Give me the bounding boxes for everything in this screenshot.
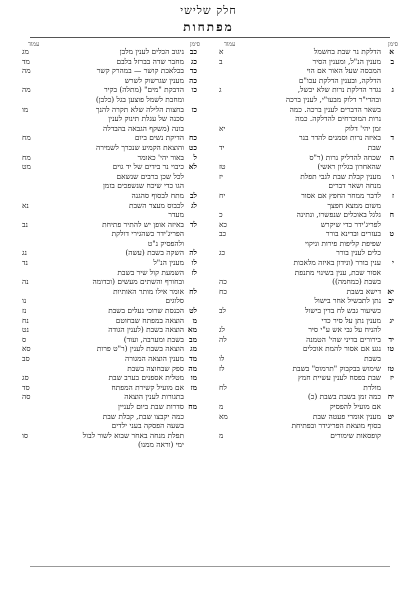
entry-text: אם מועיל להפסיק	[329, 401, 381, 411]
entry-text: בשעה הפסקה בעני ילדים	[111, 421, 184, 431]
page-number: לה	[219, 334, 227, 344]
index-entry	[22, 191, 197, 201]
siman-number: כו	[191, 85, 197, 95]
entry-text: בסוף מוצאת הפריגידר ובפתיחת	[291, 421, 381, 431]
index-entry	[22, 220, 197, 230]
index-entry	[22, 239, 197, 249]
entry-text: הגו כדי שיכח שנשפכים בזמן	[102, 181, 184, 191]
siman-number: ג	[391, 85, 394, 95]
entry-text: מענין הנ"ל, ומענין הסיר	[312, 56, 381, 66]
siman-number: כד	[189, 66, 197, 76]
entry-text: מענין הוצאה המגורה	[124, 354, 184, 363]
page-number: כא	[219, 219, 228, 229]
entry-text: כלים לענין בורר	[336, 248, 381, 258]
siman-number: מ	[192, 315, 197, 325]
siman-number: יז	[390, 373, 394, 383]
index-entry	[219, 181, 394, 191]
page-number: מא	[219, 411, 228, 421]
siman-number: כה	[189, 75, 197, 85]
page-number: מ	[219, 401, 224, 411]
entry-text: בעזרים ובדינא בורר	[325, 229, 381, 239]
entry-text: מנחה ושאר דברים	[328, 181, 381, 191]
entry-text: השקה בשבת (עשה)	[125, 248, 184, 258]
entry-text: נגדר הדלקת נרות שלא יכשל,	[297, 85, 381, 95]
entry-text: סלוגים	[165, 296, 184, 306]
siman-number: לה	[189, 248, 197, 258]
entry-text: סכנה של עגלת תינוק לענין	[108, 114, 184, 124]
siman-number: מב	[189, 334, 197, 344]
entry-text: בשאר הדברים לענין ברכה. כמה	[289, 104, 381, 114]
index-entry	[22, 277, 197, 287]
right-amud-label: עמוד	[224, 41, 236, 48]
entry-text: שפיפת קליפות פירות וניקוי	[305, 238, 381, 248]
index-entry	[219, 268, 394, 278]
index-entry	[219, 133, 394, 143]
siman-number: יט	[387, 411, 394, 421]
entry-text: הוצאה בשבת (לענין הגודה	[108, 325, 184, 335]
siman-number: מא	[187, 325, 197, 335]
page-number: מה	[22, 85, 31, 95]
entry-text: לכל שכן ברבים שנשאם	[116, 171, 184, 181]
index-entry	[219, 344, 394, 354]
entry-text: ניגוב הכלים לענין מלבן	[119, 47, 184, 56]
siman-number: לח	[189, 286, 197, 296]
entry-text: תפלת מנחה באחר שבוא לשור לבול	[82, 430, 184, 440]
entry-text: כמה זמן בשבת בשבת (כ)	[307, 392, 381, 402]
entry-text: הדבקת "מים" (מתלה) בקיר	[103, 85, 184, 95]
entry-text: מענין הנ"ל	[153, 258, 184, 268]
page-number: לח	[219, 382, 227, 392]
index-entry	[22, 153, 197, 163]
index-entry	[22, 172, 197, 182]
page-number: נד	[22, 258, 28, 268]
index-entry	[22, 421, 197, 431]
page-number: לג	[219, 325, 225, 335]
page-number: ג	[219, 85, 222, 95]
index-entry	[22, 412, 197, 422]
index-entry	[22, 133, 197, 143]
index-entry	[219, 239, 394, 249]
siman-number: ט	[389, 229, 394, 239]
entry-text: הדלקה, ובענין הדלקת עכו"ם	[298, 75, 381, 85]
page-number: לו	[219, 354, 225, 363]
siman-number: מג	[190, 344, 197, 354]
index-entry	[219, 124, 394, 134]
siman-number: ז	[391, 190, 394, 200]
siman-number: ל	[193, 152, 197, 162]
index-entry	[219, 306, 394, 316]
entry-text: מענין נתן על סיר כדי	[321, 315, 381, 325]
index-column-left	[22, 47, 197, 450]
index-entry	[22, 143, 197, 153]
entry-text: בתגורות לענין הוצאה	[124, 392, 184, 402]
siman-number: יג	[389, 315, 394, 325]
siman-number: לט	[189, 306, 197, 316]
index-entry	[219, 383, 394, 393]
page-number: נח	[22, 315, 29, 325]
index-entry	[22, 85, 197, 95]
siman-number: יב	[388, 296, 394, 306]
siman-number: כח	[189, 133, 197, 143]
index-entry	[22, 344, 197, 354]
entry-text: הפריג'ידר כשהגירי דולקת	[111, 229, 184, 239]
siman-number: לג	[191, 200, 197, 210]
index-entry	[22, 210, 197, 220]
entry-text: אם מועיל קשירת המפתח	[111, 382, 184, 392]
page-number: יד	[219, 142, 225, 152]
index-entry	[22, 383, 197, 393]
index-entry	[22, 335, 197, 345]
index-entry	[22, 402, 197, 412]
entry-text: שבת בפסח לענין עשיית חמץ	[298, 373, 381, 383]
page-number: לב	[219, 306, 227, 316]
entry-text: לפריג'ידר כדי שיקרש	[320, 219, 381, 229]
entry-text: בכלאכת קושר — במהרק קשר	[96, 66, 184, 76]
entry-text: באור יהי' כאומר	[137, 152, 184, 162]
siman-number: ד	[390, 133, 394, 143]
header-rule	[30, 37, 390, 38]
entry-text: מחבר שדה בברזל בלבם	[116, 56, 184, 66]
entry-text: הוצאה במפתח שבחוטם	[115, 315, 184, 325]
entry-text: בשבת ומערבה, ועוד)	[123, 334, 184, 344]
index-entry	[22, 124, 197, 134]
entry-text: נרות המוכרחים להדלקה. כמה	[295, 114, 381, 124]
page-number: ב	[219, 56, 223, 66]
index-entry	[22, 258, 197, 268]
index-entry	[219, 47, 394, 57]
index-entry	[22, 114, 197, 124]
index-entry	[219, 162, 394, 172]
entry-text: אסור שבת, ענין בשינוי מתנפת	[294, 267, 381, 277]
siman-number: מו	[190, 373, 197, 383]
index-entry	[22, 316, 197, 326]
index-title: מפתחות	[183, 20, 234, 34]
page-number: א	[219, 47, 224, 56]
left-siman-label: סימן	[190, 41, 201, 48]
entry-text: באיזה נרות וסמנים להדר בנר	[299, 133, 381, 143]
index-entry	[22, 95, 197, 105]
index-column-right	[219, 47, 394, 440]
page-number: סא	[22, 344, 31, 354]
index-entry	[219, 296, 394, 306]
page-number: נז	[22, 306, 27, 316]
entry-text: שבת	[367, 142, 381, 152]
index-entry	[22, 181, 197, 191]
entry-text: אומר אילו מותר האותיות	[113, 286, 184, 296]
page-number: סב	[22, 354, 30, 363]
index-entry	[22, 76, 197, 86]
page-number: ס	[22, 334, 27, 344]
entry-text: משום ממצא חפצך	[327, 200, 381, 210]
siman-number: יח	[387, 392, 394, 402]
index-entry	[22, 325, 197, 335]
entry-text: בירורים בדיני שהי' הטמנה	[306, 334, 381, 344]
index-entry	[219, 191, 394, 201]
entry-text: בחצות הלילה שלא תקרה להנך	[95, 104, 184, 114]
index-entry	[219, 277, 394, 287]
index-entry	[22, 229, 197, 239]
index-entry	[219, 421, 394, 431]
entry-text: בונה (משקף הגבאה בהבדלה	[102, 123, 184, 133]
page-number: מח	[22, 152, 31, 162]
entry-text: והוצאת הקמיע שנכרך לשמירה	[95, 142, 184, 152]
entry-text: הדלקת נר שבת בחשמל	[313, 47, 381, 56]
index-entry	[22, 287, 197, 297]
page-number: נג	[22, 248, 27, 258]
index-entry	[22, 268, 197, 278]
page-number: כח	[219, 286, 227, 296]
index-entry	[219, 248, 394, 258]
index-entry	[219, 325, 394, 335]
index-entry	[219, 85, 394, 95]
page-number: כה	[219, 277, 227, 287]
entry-text: הוצאה בשבת לענין (ר"ט פרות	[96, 344, 184, 354]
index-entry	[219, 287, 394, 297]
index-entry	[219, 143, 394, 153]
page-number: מה	[22, 66, 31, 76]
entry-text: מטלית אספנים בערב שבת	[108, 373, 184, 383]
page-number: סה	[22, 392, 31, 402]
siman-number: לז	[191, 267, 197, 277]
page-number: נה	[22, 277, 29, 287]
index-entry	[219, 316, 394, 326]
entry-text: הדיקת נשים ביום	[134, 133, 184, 143]
entry-text: בשבת	[364, 354, 381, 363]
index-entry	[22, 248, 197, 258]
index-entry	[22, 392, 197, 402]
entry-text: הכנסת שרוכי נעלים בשבת	[108, 306, 184, 316]
entry-text: שהאחרון בגליון ראשי)	[317, 162, 381, 172]
page-number: כ	[219, 210, 223, 220]
index-entry	[22, 57, 197, 67]
index-entry	[22, 354, 197, 364]
entry-text: ולהפסיק נ"ט	[147, 238, 184, 248]
page-number: לז	[219, 363, 225, 373]
page-number: מו	[22, 104, 29, 114]
entry-text: ספק שבחוצה בשבת	[127, 363, 184, 373]
page-number: סג	[22, 373, 29, 383]
index-entry	[219, 95, 394, 105]
index-entry	[219, 153, 394, 163]
entry-text: נגע אם אסור להמת אוכלים	[302, 344, 381, 354]
siman-number: ב	[390, 56, 394, 66]
entry-text: ומחבת לשמל פוצען בגל (כלבן)	[95, 94, 184, 104]
index-entry	[219, 66, 394, 76]
entry-text: שימוש בבקבוק "תרמוס" בשבת	[292, 363, 381, 373]
page-number: מג	[22, 47, 29, 56]
index-entry	[219, 258, 394, 268]
siman-number: ה	[389, 152, 394, 162]
index-entry	[219, 229, 394, 239]
entry-text: גלגל באוכלים שנפשרו, ונתינה	[296, 210, 381, 220]
left-amud-label: עמוד	[28, 41, 40, 48]
index-entry	[219, 201, 394, 211]
siman-number: מד	[189, 354, 197, 363]
entry-text: מענין שגרשוק לשרש	[124, 75, 184, 85]
index-entry	[22, 431, 197, 441]
page-number: נו	[22, 296, 27, 306]
index-entry	[22, 47, 197, 57]
entry-text: נתן לתבשיל אחר בישול	[314, 296, 381, 306]
index-entry	[219, 105, 394, 115]
entry-text: בשבת (כמחמה))	[332, 277, 381, 287]
index-entry	[219, 114, 394, 124]
entry-text: השמעת קול שיר בשבת	[117, 267, 184, 277]
index-entry	[219, 172, 394, 182]
entry-text: כיבוי נר בידים של יד גוים	[112, 162, 184, 172]
siman-number: כג	[190, 56, 197, 66]
entry-text: מולדת	[363, 382, 381, 392]
page-number: כג	[219, 248, 226, 258]
siman-number: כט	[188, 142, 197, 152]
page-number: נב	[22, 219, 28, 229]
entry-text: ובחורף והשתים מעשים (וכדומה	[92, 277, 184, 287]
entry-text: דישא בשבת	[346, 286, 381, 296]
part-title: חלק שלישי	[180, 4, 237, 17]
page-number: מח	[22, 133, 31, 143]
siman-number: יא	[387, 286, 394, 296]
index-entry	[219, 373, 394, 383]
siman-number: לב	[189, 190, 197, 200]
index-entry	[219, 364, 394, 374]
index-entry	[219, 76, 394, 86]
entry-text: סדרות שבת ביום לעניין	[118, 401, 184, 411]
right-siman-label: סימן	[388, 41, 399, 48]
siman-number: כז	[191, 104, 197, 114]
index-entry	[22, 364, 197, 374]
page-number: יא	[219, 123, 226, 133]
entry-text: מענין אומרי פעטה שבת	[312, 411, 381, 421]
siman-number: לד	[189, 219, 197, 229]
entry-text: מתח לבסוף סהגנה	[131, 190, 184, 200]
entry-text: ענין בורר (ונידון באיזה מלאכות	[293, 258, 381, 268]
siman-number: מז	[190, 382, 197, 392]
index-entry	[219, 392, 394, 402]
page-number: נט	[22, 325, 29, 335]
entry-text: שכחה להדליק נרות (ר"ס	[309, 152, 381, 162]
index-entry	[22, 296, 197, 306]
entry-text: כמה יקבצו שבת, קבלת שבת	[102, 411, 184, 421]
index-entry	[22, 440, 197, 450]
entry-text: המכסה שעל האור אם הוי	[306, 66, 381, 76]
page-number: כב	[219, 229, 227, 239]
entry-text: כשיעור גבש לח בדין בישול	[305, 306, 381, 316]
index-entry	[219, 57, 394, 67]
index-entry	[219, 354, 394, 364]
index-entry	[219, 210, 394, 220]
siman-number: א	[389, 47, 394, 56]
index-entry	[22, 201, 197, 211]
siman-number: טו	[387, 344, 394, 354]
siman-number: טז	[387, 363, 394, 373]
index-entry	[219, 335, 394, 345]
siman-number: ו	[392, 171, 394, 181]
entry-text: זמן יהי' דלוק	[344, 123, 381, 133]
siman-number: כב	[189, 47, 197, 56]
page-number: יח	[219, 190, 226, 200]
entry-text: מענין קבלת שבת לגבי תפלת	[300, 171, 381, 181]
index-entry	[22, 66, 197, 76]
index-entry	[219, 402, 394, 412]
index-entry	[22, 162, 197, 172]
page-number: יז	[219, 171, 223, 181]
page-number: סד	[22, 382, 30, 392]
index-entry	[219, 412, 394, 422]
siman-number: מה	[188, 363, 197, 373]
page-number: נא	[22, 200, 29, 210]
page-number: מד	[22, 56, 30, 66]
index-entry	[22, 373, 197, 383]
entry-text: לכבוס מעצר השבת	[128, 200, 184, 210]
siman-number: י	[392, 258, 394, 268]
entry-text: מעדר	[168, 210, 184, 220]
index-entry	[22, 105, 197, 115]
entry-text: ובהדי"ר דלוק מבעו"י, לענין ברכה	[285, 94, 381, 104]
footer-rule	[30, 566, 390, 567]
index-entry	[22, 306, 197, 316]
entry-text: קופסאות שימורים	[330, 430, 381, 440]
siman-number: לא	[188, 162, 197, 172]
siman-number: ח	[389, 210, 394, 220]
page-number: מט	[22, 162, 31, 172]
page-number: סו	[22, 430, 29, 440]
entry-text: להניח על גבי אש ע"י סיר	[308, 325, 381, 335]
page-number: מ	[219, 430, 224, 440]
entry-text: לדבר ממחר החפץ אם אסור	[301, 190, 381, 200]
entry-text: באיזה אופן יש להתיר פתיחת	[102, 219, 184, 229]
entry-text: ימי (וראה ממנו)	[138, 440, 184, 450]
siman-number: לו	[191, 258, 197, 268]
siman-number: יד	[388, 334, 394, 344]
index-entry	[219, 220, 394, 230]
siman-number: מח	[188, 401, 197, 411]
index-entry	[219, 431, 394, 441]
page-number: טז	[219, 162, 226, 172]
